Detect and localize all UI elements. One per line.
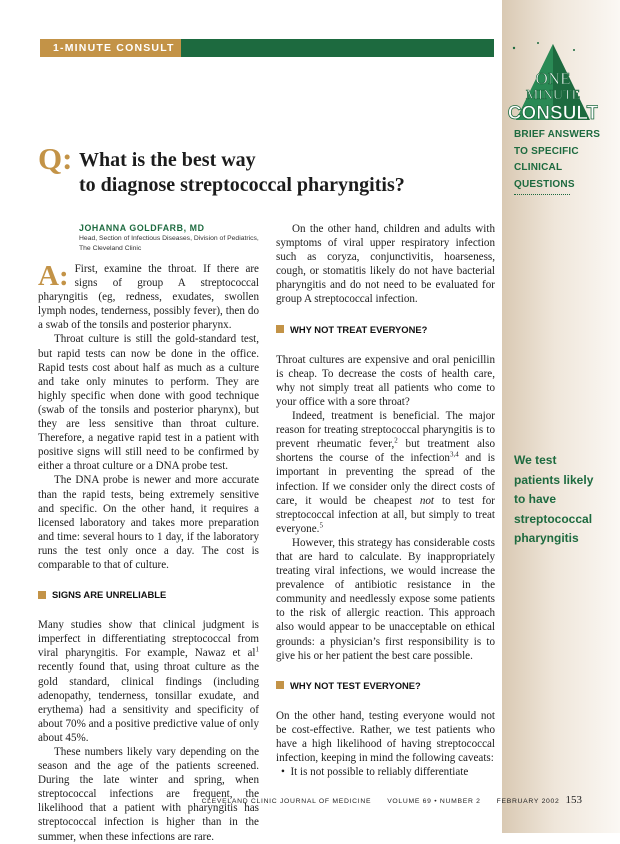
brief-line: BRIEF ANSWERS	[514, 129, 601, 140]
body-paragraph: These numbers likely vary depending on the season and the age of the patients screened. During the late winter and spring, when streptococcal infections are frequent, the likelihood that a patient with pharyngitis has streptococcal infection is higher than in the summer, when these infections are rare.	[38, 746, 259, 843]
body-paragraph: The DNA probe is newer and more accurate than the rapid tests, being extremely sensitive and specific. On the other hand, it requires a licensed laboratory and takes more preparation and time: several hours to 1 day, if the laboratory runs the test only once a day. The cost is comparable to that of culture.	[38, 474, 259, 571]
issue-date: FEBRUARY 2002	[496, 798, 560, 805]
question-title-line: to diagnose streptococcal pharyngitis?	[79, 174, 405, 196]
brief-answers-caption	[514, 127, 614, 193]
answer-text: First, examine the throat. If there are signs of group A streptococcal pharyngitis (eg, redness, exudates, swollen lymph nodes, tenderness, possibly fever), then do a swab of the tonsils and posterior pharynx.	[38, 263, 259, 332]
column-left	[38, 222, 259, 844]
square-bullet-icon	[38, 591, 46, 599]
section-heading	[38, 588, 259, 602]
question-title-line: What is the best way	[79, 149, 256, 171]
square-bullet-icon	[276, 325, 284, 333]
brief-line: QUESTIONS	[514, 178, 575, 190]
pull-quote-line: streptococcal	[514, 511, 593, 526]
column-right	[276, 222, 495, 779]
body-paragraph: However, this strategy has considerable costs that are hard to calculate. By inappropriately treating viral infections, we would increase the prevalence of antibiotic resistance in the community and needlessly expose some patients to the risk of allergic reaction. This approach also would appear to be unacceptable on ethical grounds: a physician’s first responsibility is to give his or her patient the best care possible.	[276, 536, 495, 662]
body-paragraph: Throat cultures are expensive and oral penicillin is cheap. To decrease the costs of health care, why not simply treat all patients who come to your office with a sore throat?	[276, 353, 495, 408]
logo-word-minute: MINUTE	[525, 88, 581, 103]
question-title	[79, 148, 499, 198]
square-bullet-icon	[276, 681, 284, 689]
citation: 1	[255, 645, 259, 654]
dotted-divider	[514, 194, 570, 195]
bullet-icon: •	[281, 766, 291, 779]
logo-word-one: ONE	[535, 69, 571, 88]
journal-name: CLEVELAND CLINIC JOURNAL OF MEDICINE	[201, 798, 372, 805]
answer-paragraph	[38, 262, 259, 332]
section-heading-text: WHY NOT TEST EVERYONE?	[290, 679, 421, 691]
section-heading-text: SIGNS ARE UNRELIABLE	[52, 589, 167, 601]
author-affiliation	[79, 234, 259, 254]
affiliation-line: Head, Section of Infectious Diseases, Division of Pediatrics,	[79, 235, 259, 242]
section-heading	[276, 323, 495, 337]
emphasis: not	[419, 494, 435, 507]
brief-line: CLINICAL	[514, 162, 563, 173]
citation: 5	[319, 521, 323, 530]
author-name: JOHANNA GOLDFARB, MD	[79, 223, 205, 233]
pull-quote-line: We test	[514, 453, 557, 467]
logo-word-consult: CONSULT	[508, 103, 598, 124]
section-heading	[276, 679, 495, 693]
pull-quote	[514, 451, 614, 549]
body-paragraph: On the other hand, children and adults with symptoms of viral upper respiratory infection such as coryza, conjunctivitis, hoarseness, cough, or stomatitis likely do not have bacterial pharyngitis and do not need to be evaluated for group A streptococcal infection.	[276, 223, 495, 306]
citation: 2	[394, 436, 398, 445]
page-number: 153	[565, 794, 582, 806]
pull-quote-line: pharyngitis	[514, 531, 579, 545]
body-paragraph: On the other hand, testing everyone would not be cost-effective. Rather, we test patients who have a high likelihood of having streptococcal infection, keeping in mind the following caveats:	[276, 709, 495, 765]
section-heading-text: WHY NOT TREAT EVERYONE?	[290, 323, 428, 335]
pull-quote-line: patients likely	[514, 472, 594, 487]
answer-mark-label: A:	[38, 260, 69, 292]
question-mark-label: Q:	[38, 141, 73, 176]
body-paragraph: Indeed, treatment is beneficial. The major reason for treating streptococcal pharyngitis is to prevent rheumatic fever,$^2$ but treatment also shortens the course of the infection$^{3,4}$ and is important in preventing the spread of the infection. If we consider only the direct costs of care, it would be cheapest not to test for streptococcal infection at all, but simply to treat everyone.$^5$	[276, 410, 495, 535]
body-paragraph: Many studies show that clinical judgment is imperfect in differentiating streptococcal from viral pharyngitis. For example, Nawaz et $al^1$ recently found that, using throat culture as the gold standard, clinical findings (including adenopathy, tenderness, tonsillar exudate, and erythema) had a sensitivity and specificity of about 70% and a positive predictive value of only about 45%.	[38, 619, 259, 744]
volume-info: VOLUME 69 • NUMBER 2	[387, 798, 481, 805]
brief-line: TO SPECIFIC	[514, 145, 579, 157]
one-minute-consult-logo	[508, 40, 598, 125]
body-paragraph: Throat culture is still the gold-standard test, but rapid tests can now be done in the office. Rapid tests cost about half as much as a culture and take only minutes to perform. They are highly specific when done with good technique (swab of the tonsils and posterior pharynx), but they are less sensitive than throat culture. Therefore, a negative rapid test in a patient with positive signs will still need to be confirmed by either a throat culture or a DNA probe test.	[38, 333, 259, 473]
affiliation-line: The Cleveland Clinic	[79, 245, 142, 252]
bullet-item: • It is not possible to reliably differentiate	[281, 766, 469, 779]
section-tag: 1-MINUTE CONSULT	[40, 39, 181, 57]
page-footer	[0, 794, 582, 806]
citation: 3,4	[449, 450, 459, 459]
pull-quote-line: to have	[514, 492, 557, 506]
